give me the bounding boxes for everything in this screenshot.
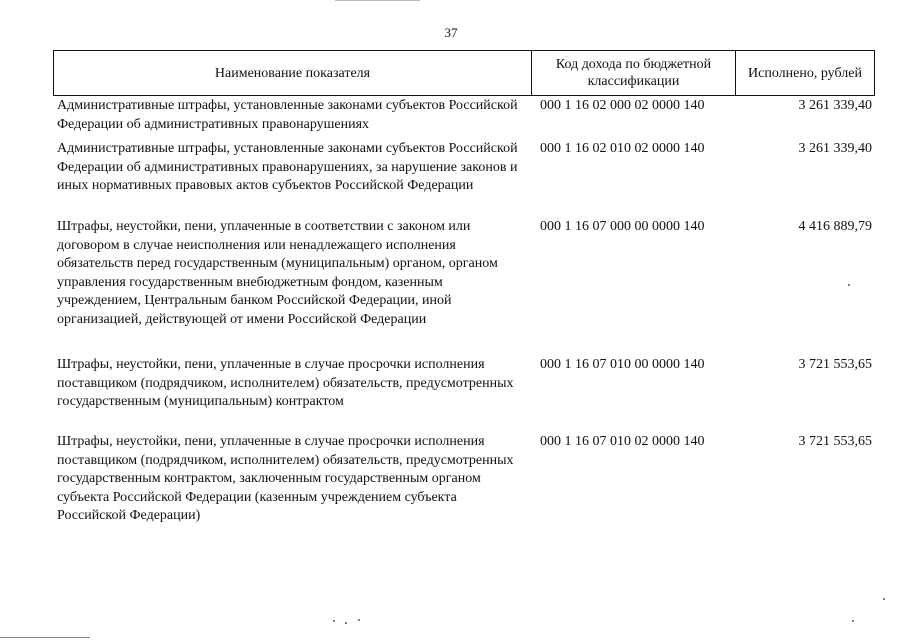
row-indicator-name: Административные штрафы, установленные законами субъектов Российской Федерации об административных правонарушениях, за нарушение законов и иных нормативных правовых актов субъектов Российской Федерации	[57, 141, 518, 193]
row-executed-amount: 3 261 339,40	[798, 141, 872, 156]
row-indicator-name: Штрафы, неустойки, пени, уплаченные в случае просрочки исполнения поставщиком (подрядчиком, исполнителем) обязательств, предусмотренных государственным контрактом, заключенным государственным органом субъекта Российской Федерации (казенным учреждением субъекта Российской Федерации)	[57, 434, 514, 523]
header-revenue-code: Код дохода по бюджетной классификации	[532, 51, 736, 95]
page-number: 37	[444, 25, 458, 40]
row-indicator-name: Штрафы, неустойки, пени, уплаченные в случае просрочки исполнения поставщиком (подрядчиком, исполнителем) обязательств, предусмотренных государственным (муниципальным) контрактом	[57, 357, 514, 409]
scan-speck	[333, 620, 335, 622]
row-revenue-code: 000 1 16 07 000 00 0000 140	[540, 219, 705, 234]
row-executed-amount: 4 416 889,79	[798, 219, 872, 234]
row-revenue-code: 000 1 16 02 000 02 0000 140	[540, 98, 705, 113]
header-indicator-name: Наименование показателя	[54, 51, 532, 95]
row-revenue-code: 000 1 16 07 010 02 0000 140	[540, 434, 705, 449]
row-revenue-code: 000 1 16 07 010 00 0000 140	[540, 357, 705, 372]
row-indicator-name: Штрафы, неустойки, пени, уплаченные в соответствии с законом или договором в случае неисполнения или ненадлежащего исполнения обязательств перед государственным (муниципальным) органом, органом управления государственным внебюджетным фондом, казенным учреждением, Центральным банком Российской Федерации, иной организацией, действующей от имени Российской Федерации	[57, 219, 498, 327]
scan-speck	[345, 622, 347, 624]
table-header	[53, 50, 875, 96]
row-executed-amount: 3 721 553,65	[798, 434, 872, 449]
header-executed-amount: Исполнено, рублей	[748, 65, 862, 81]
scan-artifact-line	[335, 0, 420, 1]
scan-speck	[852, 620, 854, 622]
scan-speck	[358, 619, 360, 621]
row-executed-amount: 3 261 339,40	[798, 98, 872, 113]
scan-artifact-line	[0, 637, 90, 638]
row-revenue-code: 000 1 16 02 010 02 0000 140	[540, 141, 705, 156]
row-indicator-name: Административные штрафы, установленные законами субъектов Российской Федерации об административных правонарушениях	[57, 98, 518, 132]
row-executed-amount: 3 721 553,65	[798, 357, 872, 372]
scan-speck	[848, 284, 850, 286]
scan-speck	[883, 598, 885, 600]
